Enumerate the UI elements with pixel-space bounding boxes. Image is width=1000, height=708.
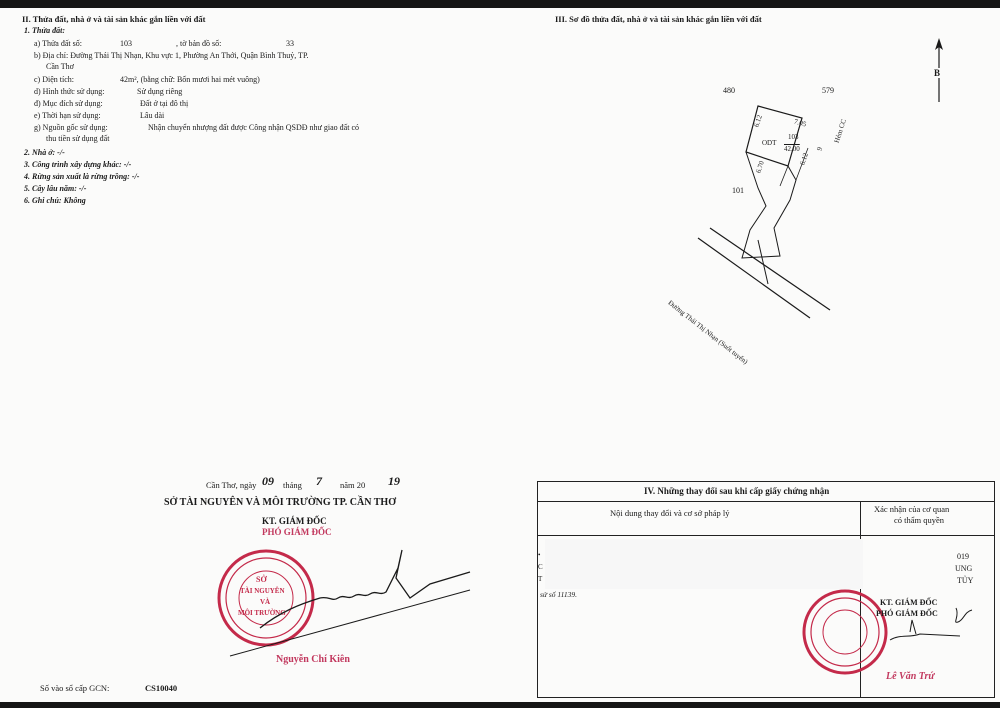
issuing-agency: SỞ TÀI NGUYÊN VÀ MÔI TRƯỜNG TP. CẦN THƠ xyxy=(164,497,396,508)
usage-origin-label: g) Nguồn gốc sử dụng: xyxy=(34,123,108,132)
dim-left-top: 6.12 xyxy=(752,113,764,129)
usage-origin-value: Nhận chuyển nhượng đất được Công nhận QSDĐ như giao đất có xyxy=(148,123,359,132)
notes-line: 6. Ghi chú: Không xyxy=(24,196,86,205)
handwritten-signature xyxy=(220,538,490,668)
fragment-c: C xyxy=(538,563,543,571)
registration-label: Số vào sổ cấp GCN: xyxy=(40,683,110,693)
stamp-text-2: TÀI NGUYÊN xyxy=(240,587,285,595)
stamp-text-top: SỞ xyxy=(256,575,267,584)
parcel-no-in-sketch: 103 xyxy=(788,133,799,141)
signer-name: Nguyễn Chí Kiên xyxy=(276,654,350,665)
parcel-area-in-sketch: 42.00 xyxy=(784,145,800,153)
confirm-position: PHÓ GIÁM ĐỐC xyxy=(876,609,938,618)
date-place: Cần Thơ, ngày xyxy=(206,480,257,490)
area-value: 42m², (bằng chữ: Bốn mươi hai mét vuông) xyxy=(120,75,260,84)
north-label: B xyxy=(934,68,941,78)
stamp-text-3: VÀ xyxy=(260,598,271,606)
usage-term-value: Lâu dài xyxy=(140,111,165,120)
certificate-page xyxy=(0,8,1000,702)
parcel-number-value: 103 xyxy=(120,39,132,48)
address-line-2: Cần Thơ xyxy=(46,62,74,71)
dim-left: 6.70 xyxy=(754,159,766,175)
house-line: 2. Nhà ở: -/- xyxy=(24,148,65,157)
alley-label: Hẻm CC xyxy=(832,118,848,144)
date-month: 7 xyxy=(316,474,322,488)
access-corridor xyxy=(742,152,796,258)
other-construction-line: 3. Công trình xây dựng khác: -/- xyxy=(24,160,132,169)
changes-col-confirm-2: có thẩm quyền xyxy=(894,515,945,525)
street-line-1 xyxy=(698,238,810,318)
fragment-right-1: 019 xyxy=(957,552,969,561)
section-2-title: II. Thửa đất, nhà ở và tài sản khác gắn liền với đất xyxy=(22,14,206,24)
land-parcel-heading: 1. Thửa đất: xyxy=(24,26,66,35)
neighbor-parcel-579: 579 xyxy=(822,86,834,95)
land-code: ODT xyxy=(762,139,777,147)
dim-right: 6.12 xyxy=(798,151,810,167)
signer-kt: KT. GIÁM ĐỐC xyxy=(262,516,327,526)
changes-col-confirm-1: Xác nhận của cơ quan xyxy=(874,504,950,514)
date-month-label: tháng xyxy=(283,480,302,490)
map-sheet-value: 33 xyxy=(286,39,294,48)
usage-term-label: e) Thời hạn sử dụng: xyxy=(34,111,101,120)
section-4-title: IV. Những thay đổi sau khi cấp giấy chứng nhận xyxy=(644,486,830,496)
parcel-number-label: a) Thửa đất số: xyxy=(34,39,82,48)
stamp-text-4: MÔI TRƯỜNG xyxy=(238,609,286,617)
map-sheet-label: , tờ bản đồ số: xyxy=(176,39,222,48)
production-forest-line: 4. Rừng sản xuất là rừng trồng: -/- xyxy=(24,172,140,181)
neighbor-parcel-480: 480 xyxy=(723,86,735,95)
usage-purpose-label: đ) Mục đích sử dụng: xyxy=(34,99,103,108)
change-entry-text: sử số 11139. xyxy=(540,590,577,599)
area-label: c) Diện tích: xyxy=(34,75,74,84)
address-line: b) Địa chỉ: Đường Thái Thị Nhạn, Khu vực 1, Phường An Thới, Quận Bình Thuỷ, TP. xyxy=(34,51,309,60)
date-year-label: năm 20 xyxy=(340,480,366,490)
confirm-kt: KT. GIÁM ĐỐC xyxy=(880,598,938,607)
confirm-signature xyxy=(860,604,980,654)
fragment-dot: • xyxy=(538,551,541,559)
fragment-right-2: UNG xyxy=(955,564,973,573)
section-3-title: III. Sơ đồ thửa đất, nhà ở và tài sản khác gắn liền với đất xyxy=(555,14,762,24)
date-day: 09 xyxy=(262,474,274,488)
fragment-right-3: TỦY xyxy=(957,576,974,585)
usage-origin-value-2: thu tiền sử dụng đất xyxy=(46,134,110,143)
dim-small: 9 xyxy=(815,146,825,152)
registration-number: CS10040 xyxy=(145,683,178,693)
neighbor-parcel-101: 101 xyxy=(732,186,744,195)
street-line-2 xyxy=(710,228,830,310)
parcel-sketch xyxy=(680,88,900,328)
perennial-trees-line: 5. Cây lâu năm: -/- xyxy=(24,184,87,193)
signer-position: PHÓ GIÁM ĐỐC xyxy=(262,527,332,537)
usage-purpose-value: Đất ở tại đô thị xyxy=(140,99,189,108)
changes-col-content: Nội dung thay đổi và cơ sở pháp lý xyxy=(610,508,730,518)
usage-form-value: Sử dụng riêng xyxy=(137,87,183,96)
confirm-signer-name: Lê Văn Trứ xyxy=(886,671,935,682)
usage-form-label: d) Hình thức sử dụng: xyxy=(34,87,105,96)
date-year: 19 xyxy=(388,474,400,488)
dim-top: 7.05 xyxy=(793,117,808,129)
fragment-t: T xyxy=(538,575,543,583)
street-label: Đường Thái Thị Nhạn (Suốt tuyến) xyxy=(666,298,750,366)
redacted-area xyxy=(545,539,863,589)
